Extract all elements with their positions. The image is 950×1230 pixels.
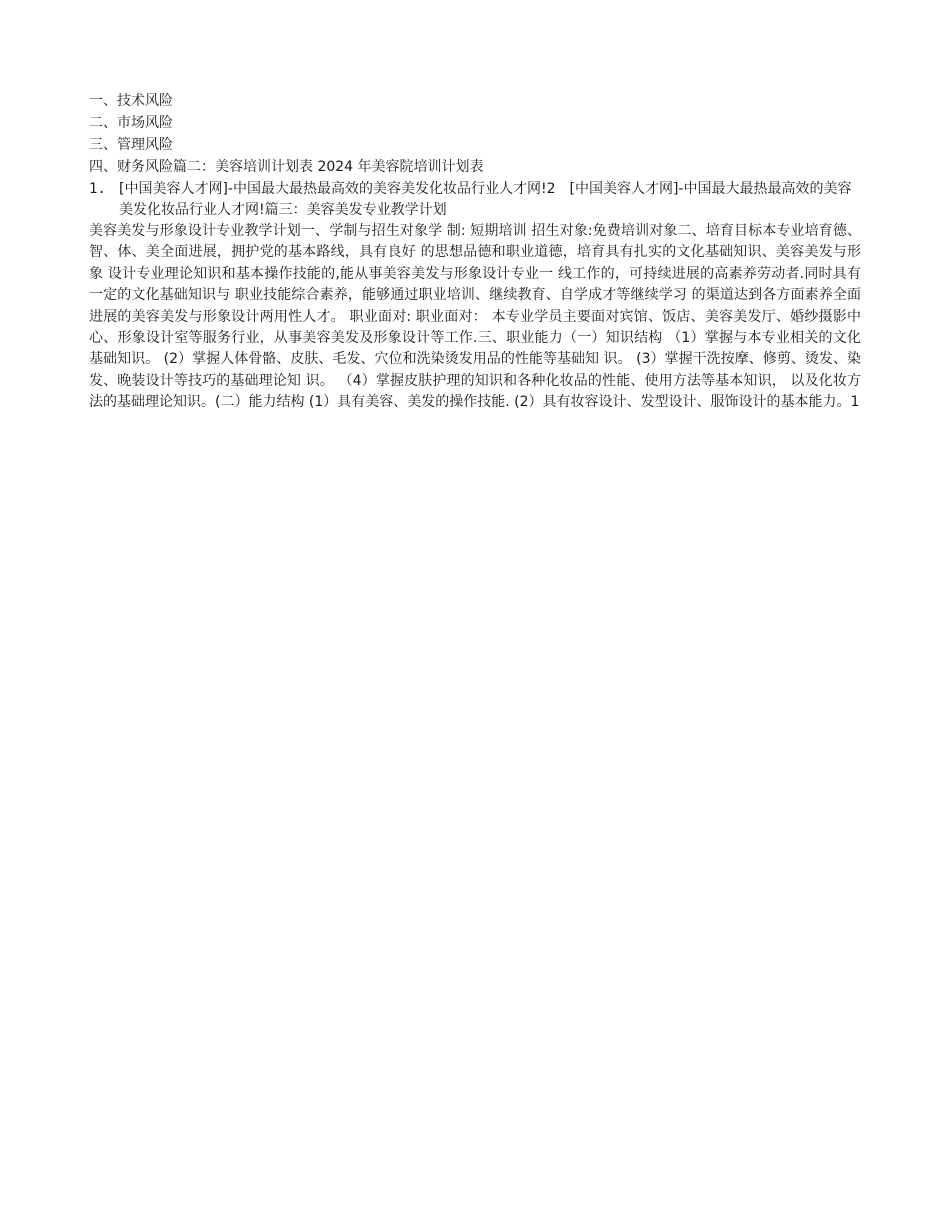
list-item bbox=[89, 179, 861, 221]
list-item-number: 1. bbox=[89, 181, 106, 197]
heading-market-risk: 二、市场风险 bbox=[89, 115, 173, 131]
heading-technical-risk: 一、技术风险 bbox=[89, 93, 173, 109]
list-item-text: [中国美容人才网]-中国最大最热最高效的美容美发化妆品行业人才网!2 [中国美容人才网]-中国最大最热最高效的美容美发化妆品行业人才网!篇三：美容美发专业教学计划 bbox=[119, 181, 852, 218]
body-paragraph: 美容美发与形象设计专业教学计划一、学制与招生对象学 制: 短期培训 招生对象:免费培训对象二、培育目标本专业培育德、智、体、美全面进展，拥护党的基本路线，具有良好 的思想品德和职业道德，培育具有扎实的文化基础知识、美容美发与形象 设计专业理论知识和基本操作技能的,能从事美容美发与形象设计专业一 线工作的，可持续进展的高素养劳动者.同时具有一定的文化基础知识与 职业技能综合素养，能够通过职业培训、继续教育、自学成才等继续学习 的渠道达到各方面素养全面进展的美容美发与形象设计两用性人才。 职业面对: 职业面对： 本专业学员主要面对宾馆、饭店、美容美发厅、婚纱摄影中心、形象设计室等服务行业，从事美容美发及形象设计等工作.三、职业能力（一）知识结构 （1）掌握与本专业相关的文化基础知识。 (2）掌握人体骨骼、皮肤、毛发、穴位和洗染烫发用品的性能等基础知 识。 (3）掌握干洗按摩、修剪、烫发、染发、晚装设计等技巧的基础理论知 识。 （4）掌握皮肤护理的知识和各种化妆品的性能、使用方法等基本知识， 以及化妆方法的基础理论知识。(二）能力结构 (1）具有美容、美发的操作技能. (2）具有妆容设计、发型设计、服饰设计的基本能力。1 bbox=[89, 223, 861, 411]
heading-management-risk: 三、管理风险 bbox=[89, 137, 173, 153]
document-page bbox=[89, 90, 861, 414]
heading-financial-risk: 四、财务风险篇二：美容培训计划表 2024 年美容院培训计划表 bbox=[89, 159, 484, 175]
